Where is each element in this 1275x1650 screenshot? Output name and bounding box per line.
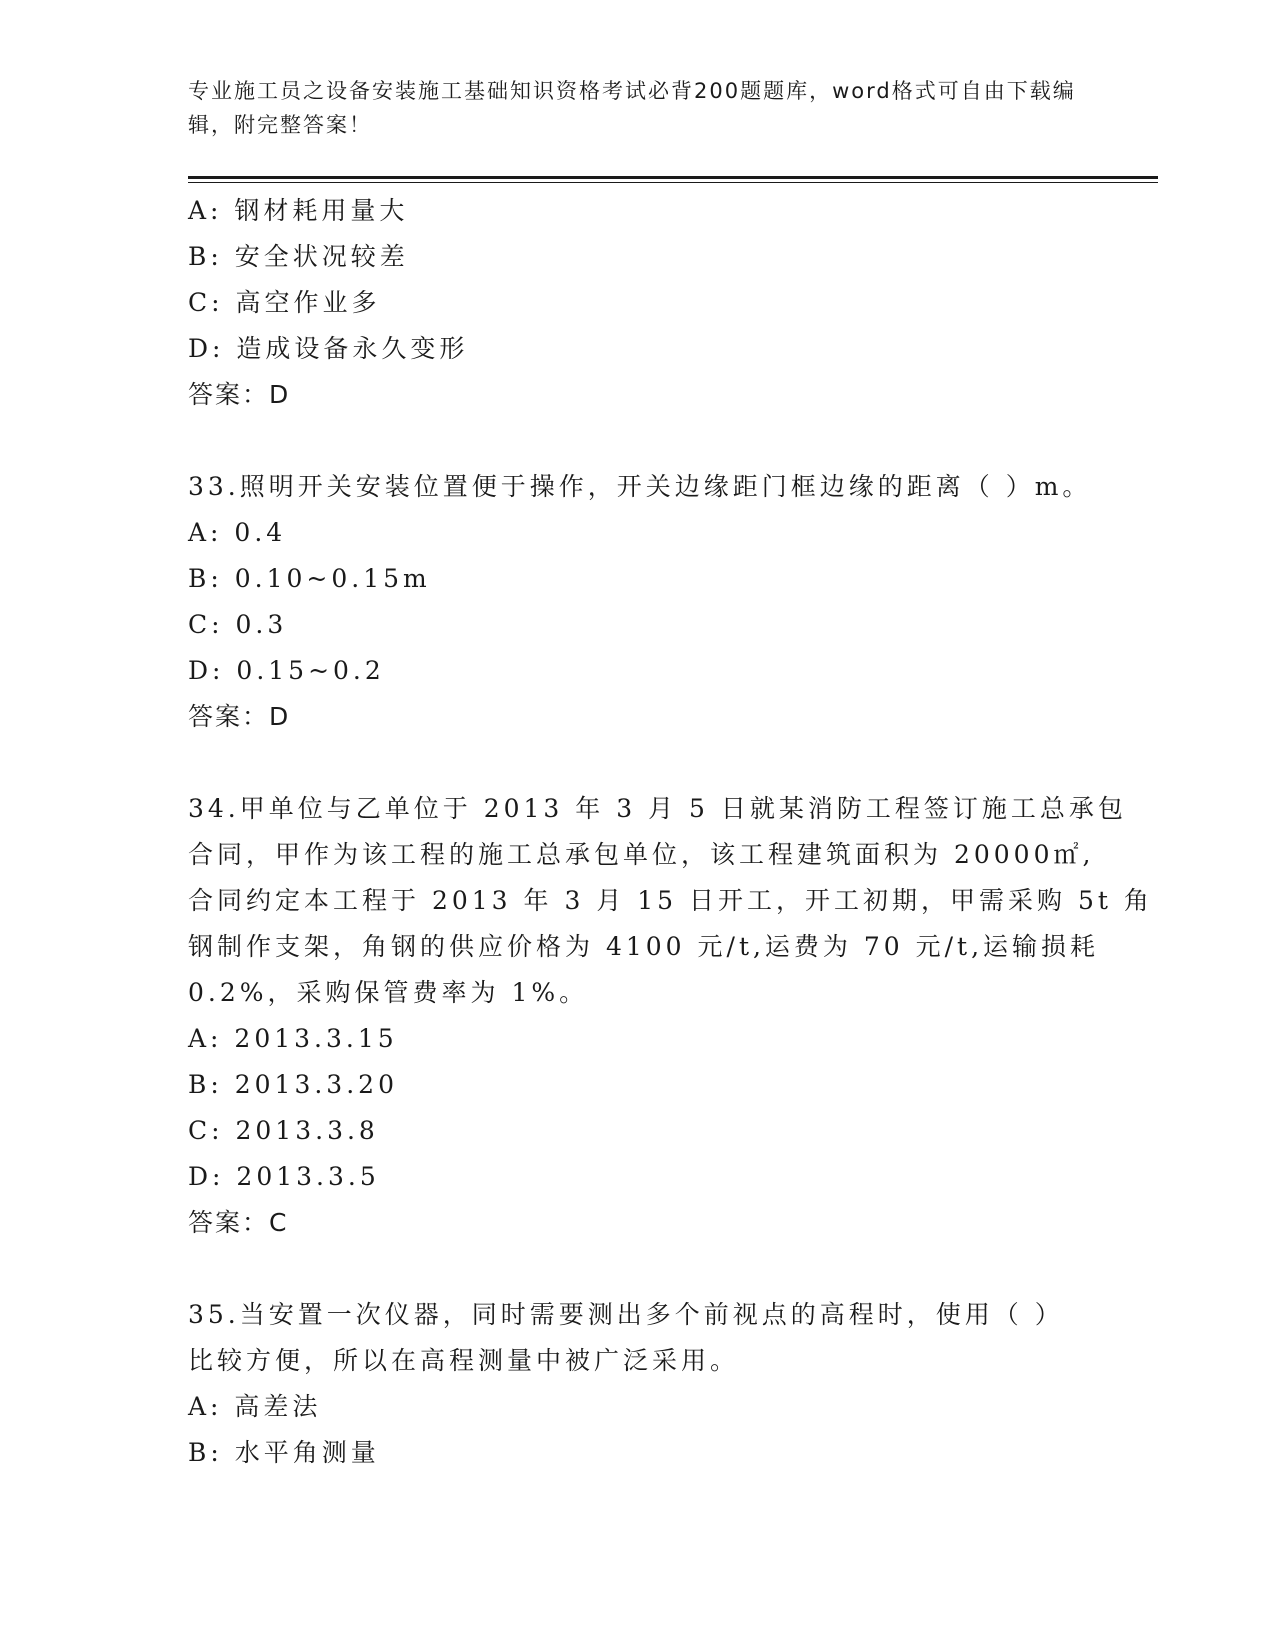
option-b: B: 水平角测量 (188, 1438, 380, 1467)
question-text-line: 34.甲单位与乙单位于 2013 年 3 月 5 日就某消防工程签订施工总承包 (188, 794, 1127, 823)
answer: 答案：C (188, 1208, 289, 1237)
question-text-line: 合同约定本工程于 2013 年 3 月 15 日开工，开工初期，甲需采购 5t 角 (188, 886, 1153, 915)
question-content (188, 188, 1153, 1476)
question-35 (188, 1292, 1088, 1476)
answer: 答案：D (188, 380, 291, 409)
question-33 (188, 464, 1092, 740)
option-b: B: 0.10~0.15m (188, 564, 431, 593)
option-a: A: 钢材耗用量大 (188, 196, 409, 225)
question-text-line: 比较方便，所以在高程测量中被广泛采用。 (188, 1346, 740, 1375)
document-header: 专业施工员之设备安装施工基础知识资格考试必背200题题库，word格式可自由下载编辑，附完整答案！ (188, 79, 1076, 137)
option-a: A: 0.4 (188, 518, 287, 547)
question-text-line: 钢制作支架，角钢的供应价格为 4100 元/t,运费为 70 元/t,运输损耗 (188, 932, 1100, 961)
option-d: D: 0.15~0.2 (188, 656, 385, 685)
question-34 (188, 786, 1153, 1246)
answer: 答案：D (188, 702, 291, 731)
option-a: A: 高差法 (188, 1392, 322, 1421)
question-text-line: 35.当安置一次仪器，同时需要测出多个前视点的高程时，使用（ ） (188, 1300, 1064, 1329)
option-d: D: 2013.3.5 (188, 1162, 380, 1191)
option-c: C: 2013.3.8 (188, 1116, 379, 1145)
spacer (188, 1246, 1088, 1292)
question-text: 33.照明开关安装位置便于操作，开关边缘距门框边缘的距离（ ）m。 (188, 472, 1092, 501)
option-d: D: 造成设备永久变形 (188, 334, 469, 363)
question-text-line: 合同，甲作为该工程的施工总承包单位，该工程建筑面积为 20000㎡, (188, 840, 1095, 869)
option-c: C: 高空作业多 (188, 288, 381, 317)
question-text-line: 0.2%，采购保管费率为 1%。 (188, 978, 589, 1007)
option-b: B: 安全状况较差 (188, 242, 409, 271)
option-a: A: 2013.3.15 (188, 1024, 398, 1053)
option-c: C: 0.3 (188, 610, 288, 639)
header-divider-thick (188, 176, 1158, 179)
header-divider-thin (188, 182, 1158, 183)
spacer (188, 740, 1088, 786)
spacer (188, 418, 1088, 464)
question-32-options (188, 188, 1088, 418)
option-b: B: 2013.3.20 (188, 1070, 398, 1099)
